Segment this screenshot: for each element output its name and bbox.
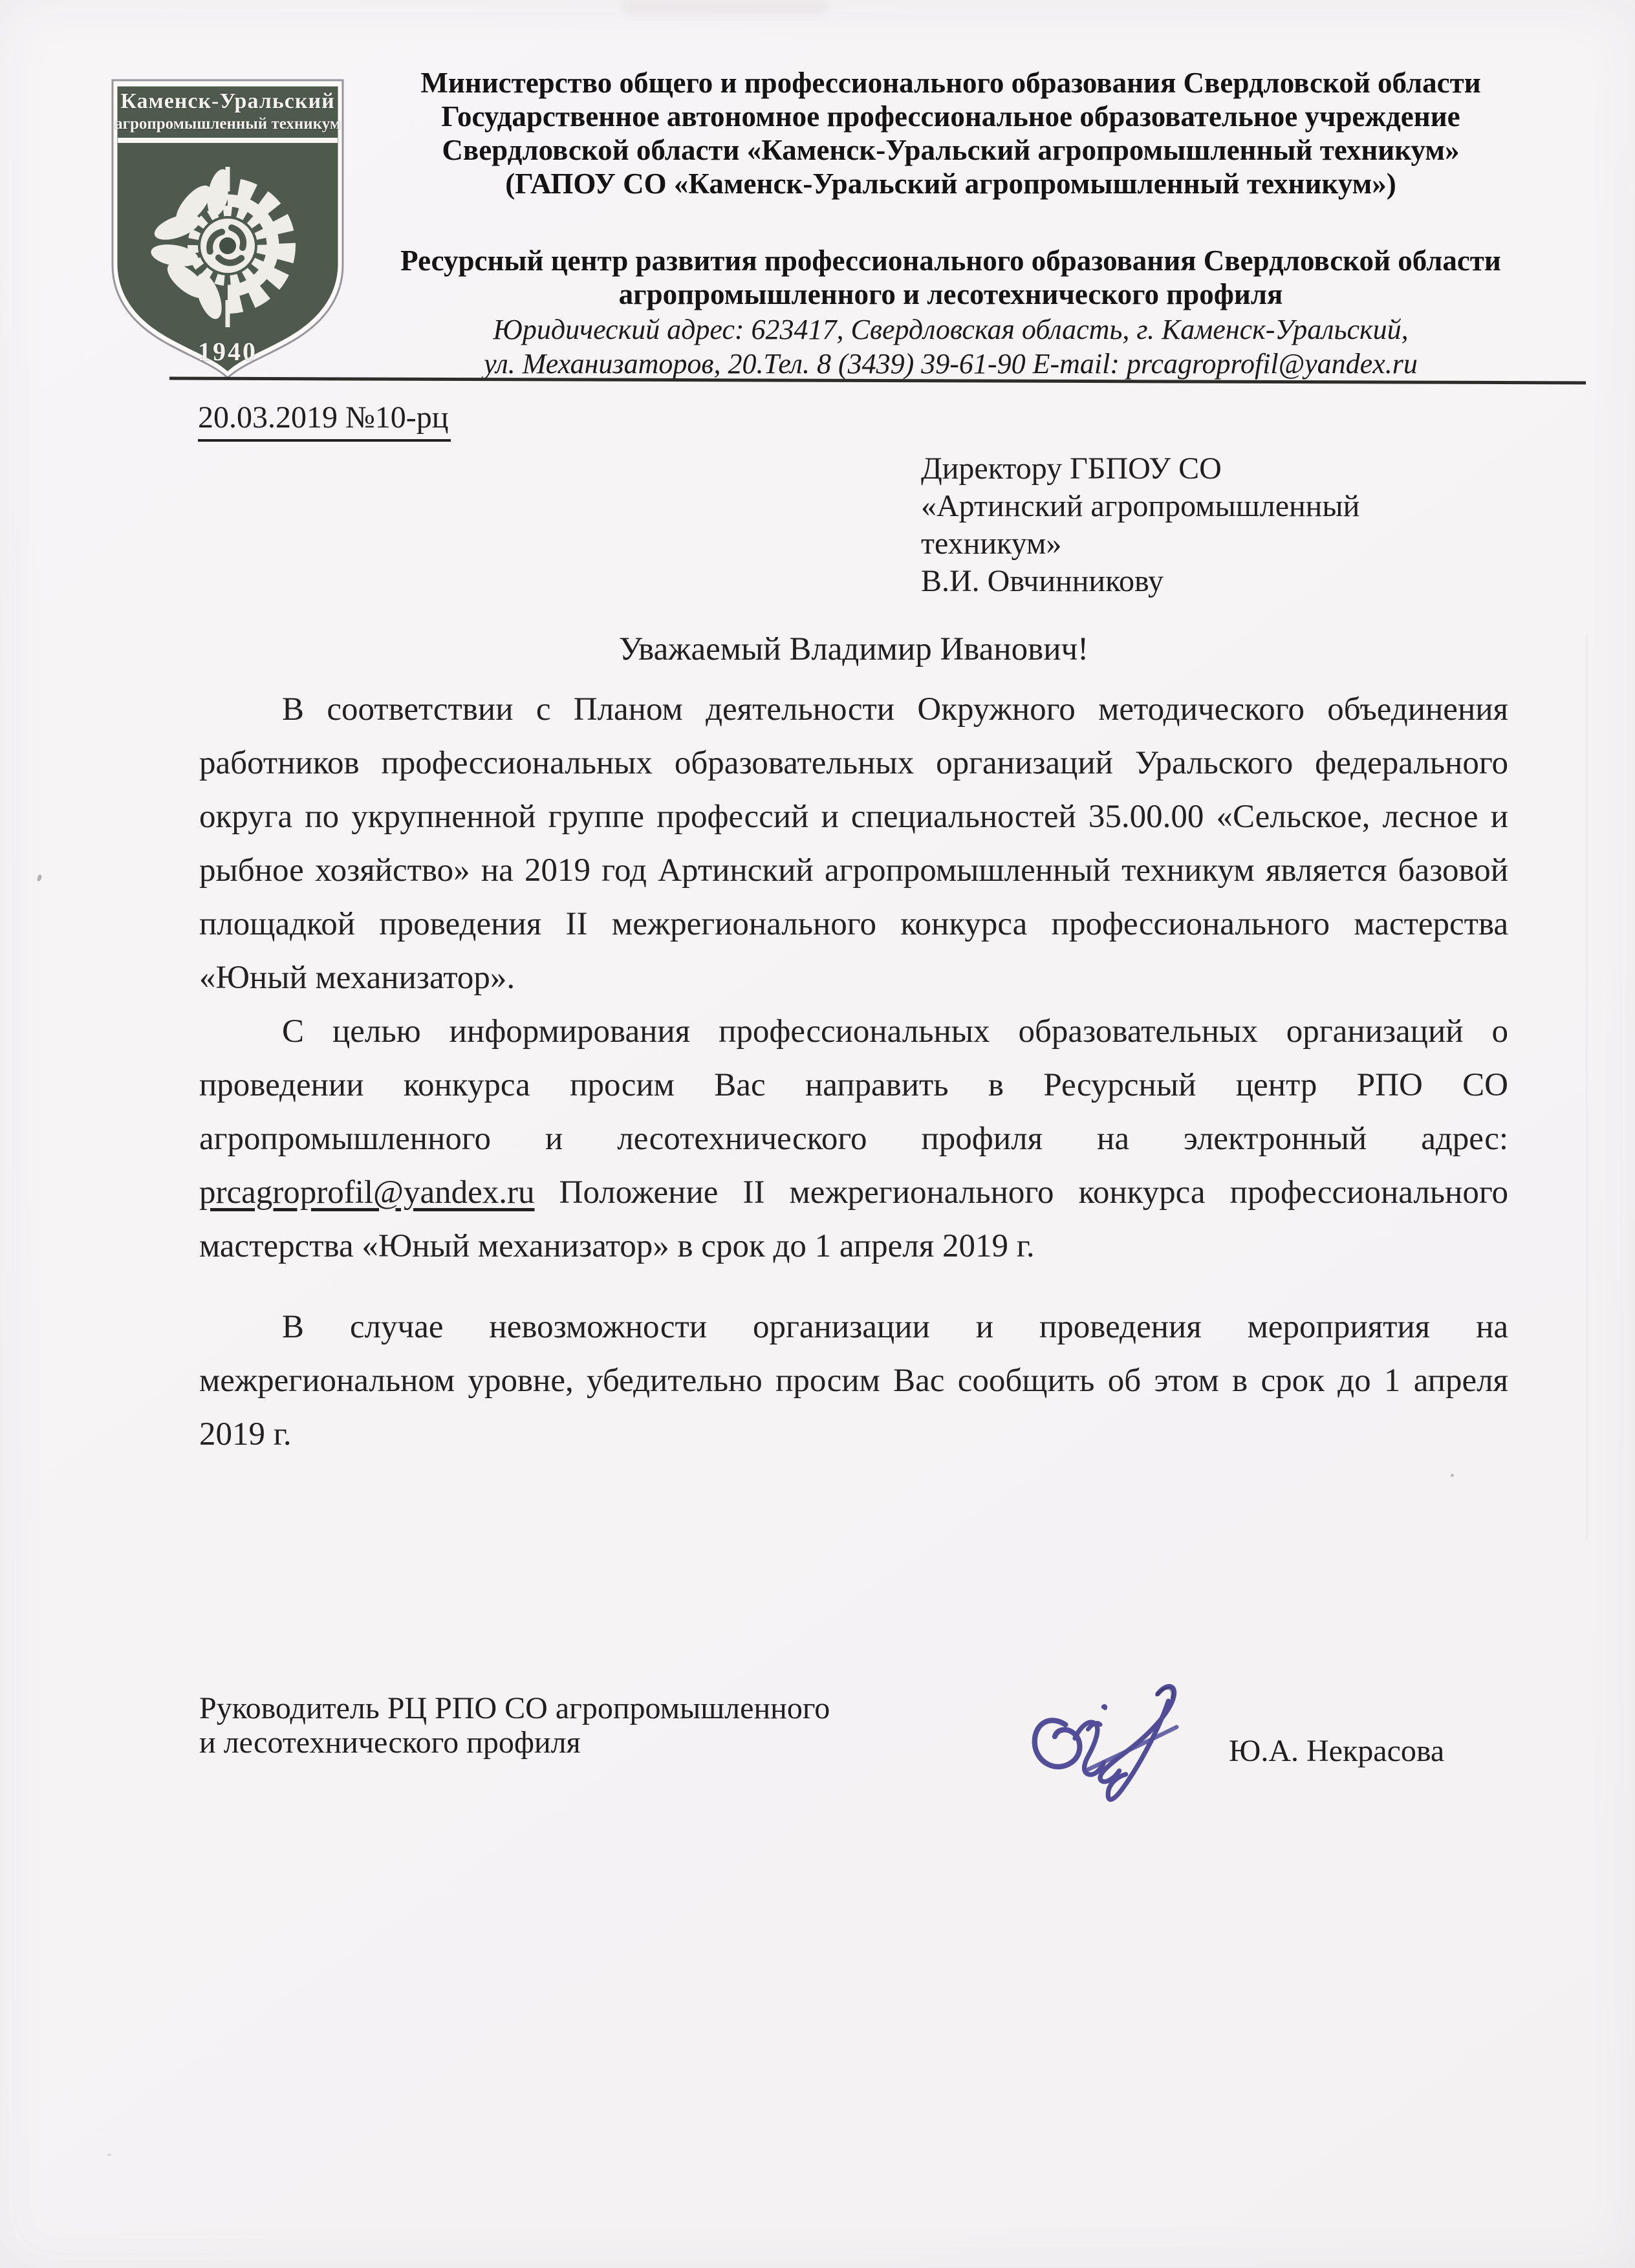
scan-speck <box>107 2154 111 2156</box>
signer-position <box>199 1691 830 1760</box>
recipient-line: «Артинский агропромышленный <box>921 489 1360 523</box>
scan-speck <box>36 874 42 881</box>
paragraph-2-text: Положение II межрегионального конкурса профессионального мастерства «Юный механизатор» в срок до 1 апреля 2019 г. <box>199 1174 1508 1264</box>
ministry-line: Свердловской области «Каменск-Уральский агропромышленный техникум» <box>442 134 1460 166</box>
resource-center-block <box>349 244 1552 311</box>
letterhead <box>349 66 1552 381</box>
scan-streak <box>1586 634 1588 1539</box>
scan-speck <box>1451 1474 1454 1477</box>
signer-position-line: и лесотехнического профиля <box>199 1725 581 1760</box>
school-emblem <box>102 72 353 382</box>
signer-name: Ю.А. Некрасова <box>1229 1734 1445 1768</box>
paragraph-3: В случае невозможности организации и проведения мероприятия на межрегиональном уровне, убедительно просим Вас сообщить об этом в срок до 1 апреля 2019 г. <box>199 1309 1508 1453</box>
resource-center-line: Ресурсный центр развития профессионального образования Свердловской области <box>400 244 1501 277</box>
signer-position-line: Руководитель РЦ РПО СО агропромышленного <box>199 1691 830 1725</box>
letter-body <box>199 630 1508 1462</box>
recipient-line: Директору ГБПОУ СО <box>921 451 1222 486</box>
address-line: ул. Механизаторов, 20.Тел. 8 (3439) 39-61-90 E-mail: prcagroprofil@yandex.ru <box>484 348 1418 380</box>
ministry-line: Государственное автономное профессиональное образовательное учреждение <box>441 100 1460 133</box>
emblem-subtitle: агропромышленный техникум <box>114 115 341 133</box>
ministry-line: (ГАПОУ СО «Каменск-Уральский агропромышленный техникум») <box>505 167 1396 200</box>
salutation: Уважаемый Владимир Иванович! <box>618 631 1089 667</box>
recipient-line: В.И. Овчинникову <box>921 564 1164 598</box>
handwritten-signature-icon <box>999 1620 1206 1827</box>
scan-bleedthrough <box>621 0 828 14</box>
recipient-block <box>921 450 1359 600</box>
paragraph-1: В соответствии с Планом деятельности Окружного методического объединения работников профессиональных образовательных организаций Уральского федерального округа по укрупненной группе профессий и специальностей 35.00.00 «Сельское, лесное и рыбное хозяйство» на 2019 год Артинский агропромышленный техникум является базовой площадкой проведения II межрегионального конкурса профессионального мастерства «Юный механизатор». <box>199 691 1508 996</box>
paragraph-2 <box>199 1005 1508 1273</box>
resource-center-line: агропромышленного и лесотехнического профиля <box>618 278 1283 310</box>
paragraph-2-text: С целью информирования профессиональных образовательных организаций о проведении конкурса просим Вас направить в Ресурсный центр РПО СО агропромышленного и лесотехнического профиля на электронный адрес: <box>199 1013 1508 1157</box>
emblem-title: Каменск-Уральский <box>120 89 335 113</box>
letter-date-number: 20.03.2019 №10-рц <box>198 400 451 442</box>
emblem-year: 1940 <box>198 337 257 366</box>
recipient-line: техникум» <box>921 526 1062 561</box>
address-block <box>349 312 1552 381</box>
email-address: prcagroprofil@yandex.ru <box>199 1174 535 1211</box>
address-line: Юридический адрес: 623417, Свердловская область, г. Каменск-Уральский, <box>493 314 1409 345</box>
ministry-line: Министерство общего и профессионального образования Свердловской области <box>420 67 1481 99</box>
